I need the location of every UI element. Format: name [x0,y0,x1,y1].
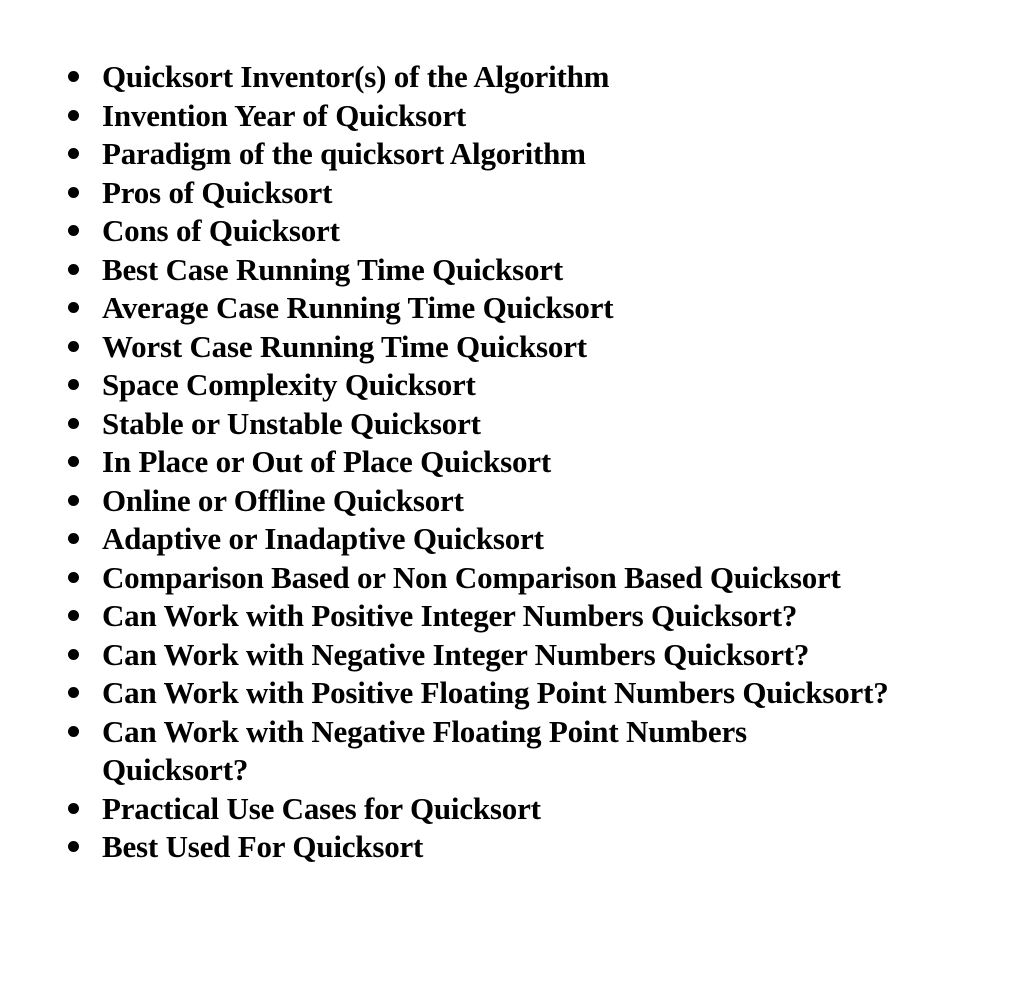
bullet-icon [68,649,79,660]
list-item [0,674,942,713]
list-item-text: Worst Case Running Time Quicksort [102,328,587,364]
list-item [0,328,942,367]
list-item [0,559,942,598]
list-item [0,482,942,521]
topic-list [0,58,1024,867]
bullet-icon [68,456,79,467]
list-item-text: Paradigm of the quicksort Algorithm [102,136,586,171]
list-item-text: In Place or Out of Place Quicksort [102,444,551,479]
list-item [0,135,942,174]
bullet-icon [68,110,79,121]
bullet-icon [68,264,79,275]
bullet-icon [68,726,79,737]
bullet-icon [68,302,79,313]
list-item [0,790,942,829]
list-item [0,828,942,867]
bullet-icon [68,379,79,390]
list-item-text: Can Work with Negative Integer Numbers Quicksort? [102,636,810,672]
list-item-text: Best Used For Quicksort [102,829,424,864]
list-item-text: Space Complexity Quicksort [102,367,476,402]
list-item [0,443,942,482]
bullet-icon [68,687,79,698]
bullet-icon [68,341,79,352]
list-item-text: Quicksort Inventor(s) of the Algorithm [102,59,610,94]
list-item-text: Pros of Quicksort [102,174,333,210]
list-item [0,58,942,97]
list-item-text: Average Case Running Time Quicksort [102,290,614,325]
list-item [0,520,942,559]
bullet-icon [68,803,79,814]
list-item [0,174,942,213]
bullet-icon [68,495,79,506]
list-item [0,251,942,290]
bullet-icon [68,841,79,852]
list-item [0,597,942,636]
list-item-text: Cons of Quicksort [102,213,340,248]
list-item-text: Best Case Running Time Quicksort [102,251,563,287]
list-item-text: Practical Use Cases for Quicksort [102,790,541,826]
bullet-icon [68,533,79,544]
list-item [0,713,942,790]
bullet-icon [68,572,79,583]
list-item-text: Comparison Based or Non Comparison Based Quicksort [102,559,841,595]
bullet-icon [68,148,79,159]
list-item [0,366,942,405]
bullet-icon [68,418,79,429]
list-item [0,636,942,675]
bullet-icon [68,610,79,621]
list-item-text: Adaptive or Inadaptive Quicksort [102,521,544,556]
list-item-text: Can Work with Positive Integer Numbers Quicksort? [102,598,798,633]
list-item-text: Can Work with Positive Floating Point Numbers Quicksort? [102,675,889,710]
bullet-icon [68,71,79,82]
list-item-text: Can Work with Negative Floating Point Numbers Quicksort? [102,713,747,787]
document-body [0,58,1024,867]
list-item [0,97,942,136]
bullet-icon [68,187,79,198]
list-item-text: Invention Year of Quicksort [102,97,467,133]
list-item [0,212,942,251]
list-item [0,405,942,444]
list-item [0,289,942,328]
list-item-text: Online or Offline Quicksort [102,482,464,518]
list-item-text: Stable or Unstable Quicksort [102,405,481,441]
bullet-icon [68,225,79,236]
